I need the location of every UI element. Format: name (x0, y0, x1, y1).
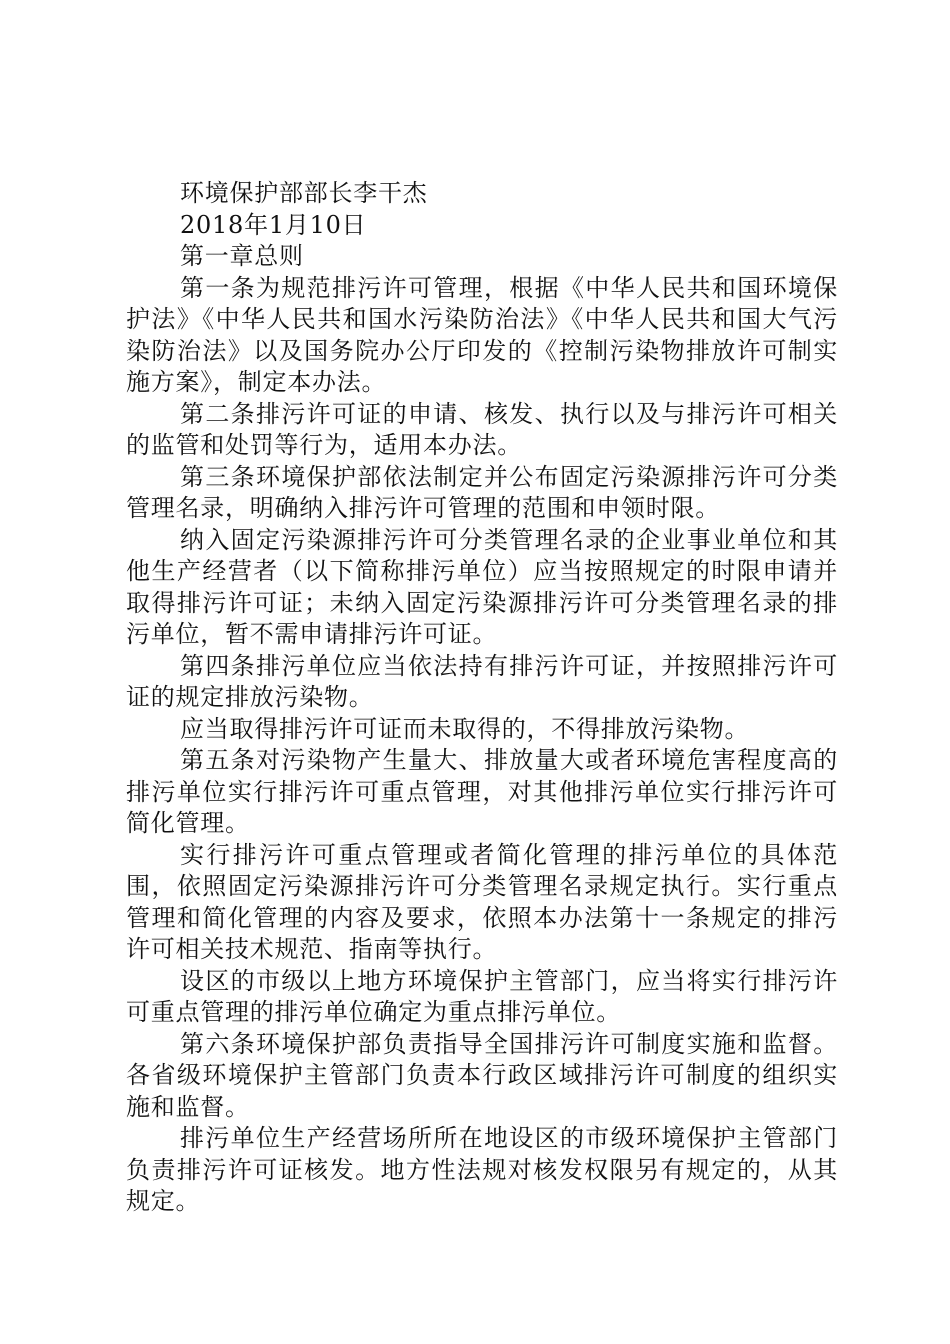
article-6: 第六条环境保护部负责指导全国排污许可制度实施和监督。各省级环境保护主管部门负责本行政区域排污许可制度的组织实施和监督。 (126, 1029, 838, 1121)
article-4-paragraph-2: 应当取得排污许可证而未取得的，不得排放污染物。 (180, 714, 750, 743)
article-5-paragraph-2: 实行排污许可重点管理或者简化管理的排污单位的具体范围，依照固定污染源排污许可分类管理名录规定执行。实行重点管理和简化管理的内容及要求，依照本办法第十一条规定的排污许可相关技术规范、指南等执行。 (126, 840, 838, 963)
article-5-paragraph-3: 设区的市级以上地方环境保护主管部门，应当将实行排污许可重点管理的排污单位确定为重点排污单位。 (126, 966, 838, 1026)
article-3: 第三条环境保护部依法制定并公布固定污染源排污许可分类管理名录，明确纳入排污许可管理的范围和申领时限。 (126, 462, 838, 522)
article-2: 第二条排污许可证的申请、核发、执行以及与排污许可相关的监管和处罚等行为，适用本办法。 (126, 399, 838, 459)
article-1: 第一条为规范排污许可管理，根据《中华人民共和国环境保护法》《中华人民共和国水污染防治法》《中华人民共和国大气污染防治法》以及国务院办公厅印发的《控制污染物排放许可制实施方案》，制定本办法。 (126, 273, 838, 396)
article-3-paragraph-2: 纳入固定污染源排污许可分类管理名录的企业事业单位和其他生产经营者（以下简称排污单位）应当按照规定的时限申请并取得排污许可证；未纳入固定污染源排污许可分类管理名录的排污单位，暂不需申请排污许可证。 (126, 525, 838, 648)
article-6-paragraph-2: 排污单位生产经营场所所在地设区的市级环境保护主管部门负责排污许可证核发。地方性法规对核发权限另有规定的，从其规定。 (126, 1124, 838, 1215)
signatory-line: 环境保护部部长李干杰 (180, 179, 428, 207)
article-4: 第四条排污单位应当依法持有排污许可证，并按照排污许可证的规定排放污染物。 (126, 651, 838, 711)
document-body (126, 178, 838, 1218)
date-line: 2018年1月10日 (180, 210, 367, 239)
chapter-heading: 第一章总则 (180, 242, 304, 270)
article-5: 第五条对污染物产生量大、排放量大或者环境危害程度高的排污单位实行排污许可重点管理，对其他排污单位实行排污许可简化管理。 (126, 746, 838, 837)
